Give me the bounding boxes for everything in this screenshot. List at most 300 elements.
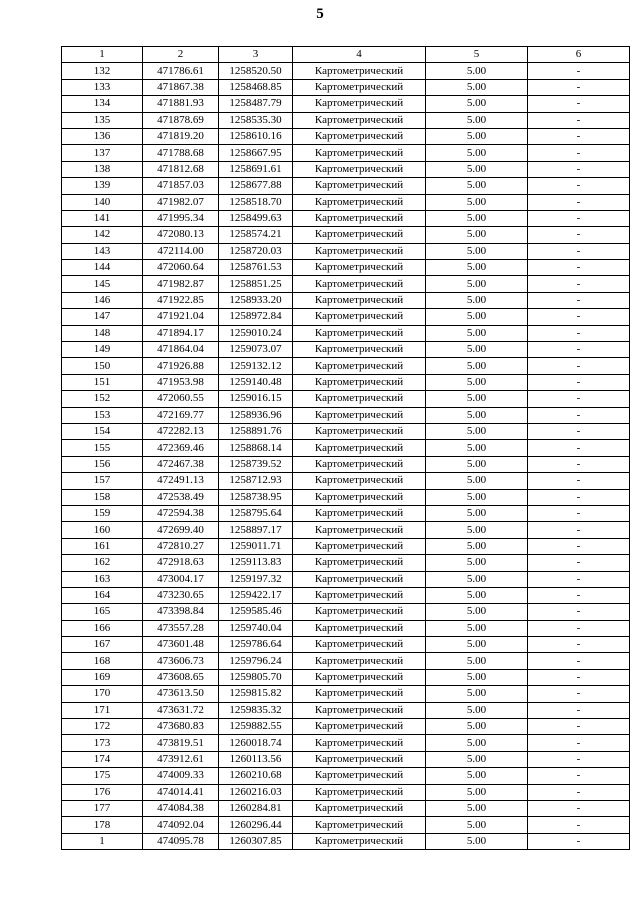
y-coordinate-cell: 1258691.61 <box>219 161 293 177</box>
point-number-cell: 172 <box>62 719 143 735</box>
method-cell: Картометрический <box>293 423 426 439</box>
y-coordinate-cell: 1259796.24 <box>219 653 293 669</box>
accuracy-cell: 5.00 <box>426 571 528 587</box>
note-cell: - <box>528 112 630 128</box>
method-cell: Картометрический <box>293 391 426 407</box>
accuracy-cell: 5.00 <box>426 227 528 243</box>
method-cell: Картометрический <box>293 227 426 243</box>
table-row <box>62 604 630 620</box>
table-row <box>62 325 630 341</box>
method-cell: Картометрический <box>293 112 426 128</box>
accuracy-cell: 5.00 <box>426 358 528 374</box>
note-cell: - <box>528 669 630 685</box>
method-cell: Картометрический <box>293 342 426 358</box>
y-coordinate-cell: 1259132.12 <box>219 358 293 374</box>
y-coordinate-cell: 1259113.83 <box>219 555 293 571</box>
x-coordinate-cell: 472699.40 <box>143 522 219 538</box>
y-coordinate-cell: 1258851.25 <box>219 276 293 292</box>
accuracy-cell: 5.00 <box>426 489 528 505</box>
method-cell: Картометрический <box>293 145 426 161</box>
point-number-cell: 153 <box>62 407 143 423</box>
note-cell: - <box>528 768 630 784</box>
method-cell: Картометрический <box>293 128 426 144</box>
y-coordinate-cell: 1258518.70 <box>219 194 293 210</box>
accuracy-cell: 5.00 <box>426 702 528 718</box>
table-row <box>62 112 630 128</box>
method-cell: Картометрический <box>293 325 426 341</box>
y-coordinate-cell: 1258936.96 <box>219 407 293 423</box>
y-coordinate-cell: 1260216.03 <box>219 784 293 800</box>
y-coordinate-cell: 1259073.07 <box>219 342 293 358</box>
accuracy-cell: 5.00 <box>426 391 528 407</box>
point-number-cell: 147 <box>62 309 143 325</box>
y-coordinate-cell: 1259835.32 <box>219 702 293 718</box>
x-coordinate-cell: 472114.00 <box>143 243 219 259</box>
y-coordinate-cell: 1258761.53 <box>219 260 293 276</box>
table-row <box>62 210 630 226</box>
x-coordinate-cell: 472060.55 <box>143 391 219 407</box>
accuracy-cell: 5.00 <box>426 145 528 161</box>
point-number-cell: 133 <box>62 79 143 95</box>
accuracy-cell: 5.00 <box>426 522 528 538</box>
point-number-cell: 168 <box>62 653 143 669</box>
note-cell: - <box>528 128 630 144</box>
point-number-cell: 173 <box>62 735 143 751</box>
point-number-cell: 165 <box>62 604 143 620</box>
method-cell: Картометрический <box>293 522 426 538</box>
note-cell: - <box>528 325 630 341</box>
table-row <box>62 456 630 472</box>
table-row <box>62 489 630 505</box>
y-coordinate-cell: 1258667.95 <box>219 145 293 161</box>
accuracy-cell: 5.00 <box>426 784 528 800</box>
table-row <box>62 161 630 177</box>
method-cell: Картометрический <box>293 79 426 95</box>
method-cell: Картометрический <box>293 571 426 587</box>
point-number-cell: 140 <box>62 194 143 210</box>
y-coordinate-cell: 1259815.82 <box>219 686 293 702</box>
x-coordinate-cell: 472810.27 <box>143 538 219 554</box>
accuracy-cell: 5.00 <box>426 456 528 472</box>
accuracy-cell: 5.00 <box>426 161 528 177</box>
y-coordinate-cell: 1258972.84 <box>219 309 293 325</box>
table-row <box>62 407 630 423</box>
note-cell: - <box>528 292 630 308</box>
accuracy-cell: 5.00 <box>426 276 528 292</box>
point-number-cell: 146 <box>62 292 143 308</box>
point-number-cell: 150 <box>62 358 143 374</box>
note-cell: - <box>528 276 630 292</box>
y-coordinate-cell: 1260307.85 <box>219 833 293 849</box>
point-number-cell: 156 <box>62 456 143 472</box>
table-row <box>62 309 630 325</box>
x-coordinate-cell: 471922.85 <box>143 292 219 308</box>
point-number-cell: 132 <box>62 63 143 79</box>
y-coordinate-cell: 1258738.95 <box>219 489 293 505</box>
note-cell: - <box>528 604 630 620</box>
x-coordinate-cell: 473631.72 <box>143 702 219 718</box>
x-coordinate-cell: 471995.34 <box>143 210 219 226</box>
table-row <box>62 719 630 735</box>
x-coordinate-cell: 471953.98 <box>143 374 219 390</box>
y-coordinate-cell: 1258520.50 <box>219 63 293 79</box>
method-cell: Картометрический <box>293 784 426 800</box>
y-coordinate-cell: 1259882.55 <box>219 719 293 735</box>
column-header-2: 2 <box>143 47 219 63</box>
y-coordinate-cell: 1258739.52 <box>219 456 293 472</box>
y-coordinate-cell: 1259805.70 <box>219 669 293 685</box>
accuracy-cell: 5.00 <box>426 292 528 308</box>
table-row <box>62 735 630 751</box>
table-row <box>62 522 630 538</box>
note-cell: - <box>528 227 630 243</box>
point-number-cell: 171 <box>62 702 143 718</box>
note-cell: - <box>528 735 630 751</box>
table-row <box>62 800 630 816</box>
method-cell: Картометрический <box>293 374 426 390</box>
point-number-cell: 175 <box>62 768 143 784</box>
y-coordinate-cell: 1260210.68 <box>219 768 293 784</box>
accuracy-cell: 5.00 <box>426 178 528 194</box>
accuracy-cell: 5.00 <box>426 669 528 685</box>
table-row <box>62 178 630 194</box>
x-coordinate-cell: 472369.46 <box>143 440 219 456</box>
method-cell: Картометрический <box>293 161 426 177</box>
method-cell: Картометрический <box>293 440 426 456</box>
accuracy-cell: 5.00 <box>426 604 528 620</box>
note-cell: - <box>528 407 630 423</box>
y-coordinate-cell: 1259197.32 <box>219 571 293 587</box>
method-cell: Картометрический <box>293 686 426 702</box>
table-row <box>62 473 630 489</box>
x-coordinate-cell: 473608.65 <box>143 669 219 685</box>
note-cell: - <box>528 210 630 226</box>
y-coordinate-cell: 1258933.20 <box>219 292 293 308</box>
accuracy-cell: 5.00 <box>426 210 528 226</box>
y-coordinate-cell: 1258574.21 <box>219 227 293 243</box>
table-row <box>62 833 630 849</box>
x-coordinate-cell: 471786.61 <box>143 63 219 79</box>
x-coordinate-cell: 473230.65 <box>143 587 219 603</box>
note-cell: - <box>528 587 630 603</box>
table-row <box>62 702 630 718</box>
accuracy-cell: 5.00 <box>426 96 528 112</box>
note-cell: - <box>528 555 630 571</box>
table-row <box>62 292 630 308</box>
accuracy-cell: 5.00 <box>426 407 528 423</box>
accuracy-cell: 5.00 <box>426 79 528 95</box>
coordinates-table-body <box>62 47 630 850</box>
table-row <box>62 817 630 833</box>
y-coordinate-cell: 1258610.16 <box>219 128 293 144</box>
table-row <box>62 686 630 702</box>
x-coordinate-cell: 471788.68 <box>143 145 219 161</box>
y-coordinate-cell: 1258677.88 <box>219 178 293 194</box>
x-coordinate-cell: 473680.83 <box>143 719 219 735</box>
x-coordinate-cell: 474009.33 <box>143 768 219 784</box>
accuracy-cell: 5.00 <box>426 768 528 784</box>
y-coordinate-cell: 1258535.30 <box>219 112 293 128</box>
y-coordinate-cell: 1258499.63 <box>219 210 293 226</box>
note-cell: - <box>528 63 630 79</box>
point-number-cell: 164 <box>62 587 143 603</box>
point-number-cell: 137 <box>62 145 143 161</box>
note-cell: - <box>528 342 630 358</box>
point-number-cell: 143 <box>62 243 143 259</box>
table-row <box>62 555 630 571</box>
point-number-cell: 139 <box>62 178 143 194</box>
point-number-cell: 162 <box>62 555 143 571</box>
accuracy-cell: 5.00 <box>426 653 528 669</box>
note-cell: - <box>528 620 630 636</box>
method-cell: Картометрический <box>293 768 426 784</box>
point-number-cell: 169 <box>62 669 143 685</box>
table-row <box>62 260 630 276</box>
table-row <box>62 768 630 784</box>
x-coordinate-cell: 473613.50 <box>143 686 219 702</box>
note-cell: - <box>528 178 630 194</box>
note-cell: - <box>528 391 630 407</box>
accuracy-cell: 5.00 <box>426 194 528 210</box>
accuracy-cell: 5.00 <box>426 112 528 128</box>
note-cell: - <box>528 686 630 702</box>
table-header-row <box>62 47 630 63</box>
x-coordinate-cell: 471982.07 <box>143 194 219 210</box>
method-cell: Картометрический <box>293 456 426 472</box>
method-cell: Картометрический <box>293 604 426 620</box>
table-row <box>62 128 630 144</box>
method-cell: Картометрический <box>293 358 426 374</box>
y-coordinate-cell: 1259010.24 <box>219 325 293 341</box>
y-coordinate-cell: 1259585.46 <box>219 604 293 620</box>
point-number-cell: 144 <box>62 260 143 276</box>
table-row <box>62 669 630 685</box>
table-row <box>62 243 630 259</box>
x-coordinate-cell: 471864.04 <box>143 342 219 358</box>
accuracy-cell: 5.00 <box>426 473 528 489</box>
table-row <box>62 751 630 767</box>
note-cell: - <box>528 358 630 374</box>
x-coordinate-cell: 472594.38 <box>143 505 219 521</box>
y-coordinate-cell: 1259786.64 <box>219 637 293 653</box>
note-cell: - <box>528 637 630 653</box>
note-cell: - <box>528 505 630 521</box>
x-coordinate-cell: 472169.77 <box>143 407 219 423</box>
point-number-cell: 1 <box>62 833 143 849</box>
note-cell: - <box>528 489 630 505</box>
note-cell: - <box>528 260 630 276</box>
point-number-cell: 154 <box>62 423 143 439</box>
x-coordinate-cell: 472282.13 <box>143 423 219 439</box>
y-coordinate-cell: 1258487.79 <box>219 96 293 112</box>
table-row <box>62 620 630 636</box>
point-number-cell: 167 <box>62 637 143 653</box>
x-coordinate-cell: 472080.13 <box>143 227 219 243</box>
method-cell: Картометрический <box>293 538 426 554</box>
note-cell: - <box>528 161 630 177</box>
table-row <box>62 423 630 439</box>
note-cell: - <box>528 309 630 325</box>
method-cell: Картометрический <box>293 309 426 325</box>
method-cell: Картометрический <box>293 719 426 735</box>
table-row <box>62 276 630 292</box>
x-coordinate-cell: 473557.28 <box>143 620 219 636</box>
x-coordinate-cell: 471921.04 <box>143 309 219 325</box>
method-cell: Картометрический <box>293 63 426 79</box>
point-number-cell: 158 <box>62 489 143 505</box>
accuracy-cell: 5.00 <box>426 505 528 521</box>
accuracy-cell: 5.00 <box>426 751 528 767</box>
point-number-cell: 160 <box>62 522 143 538</box>
x-coordinate-cell: 474084.38 <box>143 800 219 816</box>
table-row <box>62 571 630 587</box>
method-cell: Картометрический <box>293 96 426 112</box>
y-coordinate-cell: 1260113.56 <box>219 751 293 767</box>
note-cell: - <box>528 96 630 112</box>
point-number-cell: 149 <box>62 342 143 358</box>
accuracy-cell: 5.00 <box>426 423 528 439</box>
x-coordinate-cell: 474092.04 <box>143 817 219 833</box>
table-row <box>62 391 630 407</box>
accuracy-cell: 5.00 <box>426 719 528 735</box>
y-coordinate-cell: 1260284.81 <box>219 800 293 816</box>
y-coordinate-cell: 1260018.74 <box>219 735 293 751</box>
note-cell: - <box>528 571 630 587</box>
y-coordinate-cell: 1258468.85 <box>219 79 293 95</box>
note-cell: - <box>528 423 630 439</box>
method-cell: Картометрический <box>293 587 426 603</box>
x-coordinate-cell: 471867.38 <box>143 79 219 95</box>
point-number-cell: 135 <box>62 112 143 128</box>
x-coordinate-cell: 471812.68 <box>143 161 219 177</box>
x-coordinate-cell: 472491.13 <box>143 473 219 489</box>
table-row <box>62 505 630 521</box>
note-cell: - <box>528 653 630 669</box>
method-cell: Картометрический <box>293 243 426 259</box>
point-number-cell: 148 <box>62 325 143 341</box>
accuracy-cell: 5.00 <box>426 260 528 276</box>
point-number-cell: 177 <box>62 800 143 816</box>
x-coordinate-cell: 473398.84 <box>143 604 219 620</box>
point-number-cell: 157 <box>62 473 143 489</box>
table-row <box>62 637 630 653</box>
method-cell: Картометрический <box>293 833 426 849</box>
method-cell: Картометрический <box>293 735 426 751</box>
accuracy-cell: 5.00 <box>426 63 528 79</box>
point-number-cell: 152 <box>62 391 143 407</box>
x-coordinate-cell: 472060.64 <box>143 260 219 276</box>
note-cell: - <box>528 522 630 538</box>
note-cell: - <box>528 145 630 161</box>
accuracy-cell: 5.00 <box>426 637 528 653</box>
point-number-cell: 155 <box>62 440 143 456</box>
method-cell: Картометрический <box>293 473 426 489</box>
y-coordinate-cell: 1259011.71 <box>219 538 293 554</box>
table-row <box>62 194 630 210</box>
point-number-cell: 174 <box>62 751 143 767</box>
y-coordinate-cell: 1259740.04 <box>219 620 293 636</box>
x-coordinate-cell: 473606.73 <box>143 653 219 669</box>
note-cell: - <box>528 440 630 456</box>
table-row <box>62 342 630 358</box>
point-number-cell: 138 <box>62 161 143 177</box>
method-cell: Картометрический <box>293 669 426 685</box>
accuracy-cell: 5.00 <box>426 374 528 390</box>
point-number-cell: 166 <box>62 620 143 636</box>
accuracy-cell: 5.00 <box>426 735 528 751</box>
method-cell: Картометрический <box>293 505 426 521</box>
table-row <box>62 374 630 390</box>
table-row <box>62 538 630 554</box>
point-number-cell: 163 <box>62 571 143 587</box>
point-number-cell: 136 <box>62 128 143 144</box>
table-row <box>62 358 630 374</box>
accuracy-cell: 5.00 <box>426 555 528 571</box>
y-coordinate-cell: 1258897.17 <box>219 522 293 538</box>
method-cell: Картометрический <box>293 292 426 308</box>
note-cell: - <box>528 194 630 210</box>
y-coordinate-cell: 1258720.03 <box>219 243 293 259</box>
accuracy-cell: 5.00 <box>426 833 528 849</box>
table-row <box>62 653 630 669</box>
point-number-cell: 159 <box>62 505 143 521</box>
point-number-cell: 134 <box>62 96 143 112</box>
point-number-cell: 142 <box>62 227 143 243</box>
note-cell: - <box>528 817 630 833</box>
table-row <box>62 784 630 800</box>
x-coordinate-cell: 473601.48 <box>143 637 219 653</box>
point-number-cell: 151 <box>62 374 143 390</box>
x-coordinate-cell: 471819.20 <box>143 128 219 144</box>
method-cell: Картометрический <box>293 637 426 653</box>
column-header-5: 5 <box>426 47 528 63</box>
x-coordinate-cell: 474014.41 <box>143 784 219 800</box>
column-header-3: 3 <box>219 47 293 63</box>
x-coordinate-cell: 472538.49 <box>143 489 219 505</box>
method-cell: Картометрический <box>293 751 426 767</box>
method-cell: Картометрический <box>293 210 426 226</box>
table-row <box>62 440 630 456</box>
method-cell: Картометрический <box>293 178 426 194</box>
method-cell: Картометрический <box>293 620 426 636</box>
page-number: 5 <box>316 6 324 22</box>
accuracy-cell: 5.00 <box>426 440 528 456</box>
accuracy-cell: 5.00 <box>426 620 528 636</box>
point-number-cell: 141 <box>62 210 143 226</box>
table-row <box>62 587 630 603</box>
x-coordinate-cell: 472918.63 <box>143 555 219 571</box>
table-row <box>62 227 630 243</box>
y-coordinate-cell: 1260296.44 <box>219 817 293 833</box>
method-cell: Картометрический <box>293 260 426 276</box>
x-coordinate-cell: 472467.38 <box>143 456 219 472</box>
note-cell: - <box>528 751 630 767</box>
note-cell: - <box>528 833 630 849</box>
y-coordinate-cell: 1259140.48 <box>219 374 293 390</box>
method-cell: Картометрический <box>293 194 426 210</box>
coordinates-table <box>61 46 630 850</box>
point-number-cell: 145 <box>62 276 143 292</box>
y-coordinate-cell: 1258868.14 <box>219 440 293 456</box>
y-coordinate-cell: 1259422.17 <box>219 587 293 603</box>
x-coordinate-cell: 471982.87 <box>143 276 219 292</box>
note-cell: - <box>528 79 630 95</box>
point-number-cell: 178 <box>62 817 143 833</box>
accuracy-cell: 5.00 <box>426 587 528 603</box>
accuracy-cell: 5.00 <box>426 243 528 259</box>
accuracy-cell: 5.00 <box>426 342 528 358</box>
column-header-6: 6 <box>528 47 630 63</box>
